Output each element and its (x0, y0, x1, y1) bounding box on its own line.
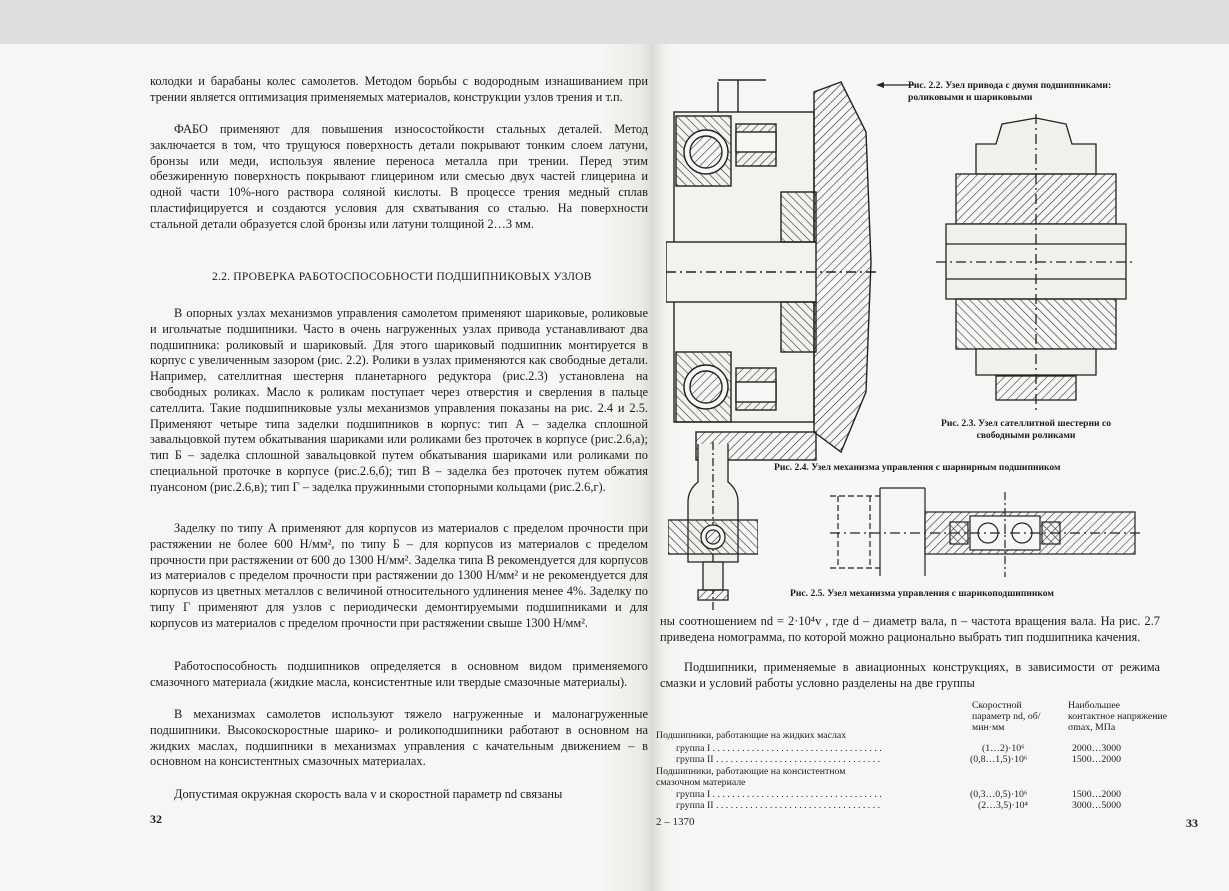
table-cell-nd: (0,8…1,5)·10⁶ (970, 754, 1028, 765)
row-label: группа I (676, 789, 711, 800)
left-page (0, 44, 652, 891)
table-row: группа II . . . . . . . . . . . . . . . . . . . . . . . . . . . . . . . . . . (676, 800, 881, 811)
row-label: группа II (676, 754, 714, 765)
table-group-grease-2: смазочном материале (656, 777, 746, 788)
table-cell-nd: (0,3…0,5)·10⁶ (970, 789, 1028, 800)
table-cell-nd: (2…3,5)·10⁴ (978, 800, 1028, 811)
table-cell-sigma: 3000…5000 (1072, 800, 1121, 811)
caption-fig-2-3: Рис. 2.3. Узел сателлитной шестерни со свободными роликами (940, 418, 1112, 441)
table-row: группа I . . . . . . . . . . . . . . . . . . . . . . . . . . . . . . . . . . . (676, 789, 882, 800)
bearing-groups-table (652, 44, 1229, 891)
top-bar (0, 0, 1229, 44)
caption-fig-2-2: Рис. 2.2. Узел привода с двумя подшипниками: роликовыми и шариковыми (908, 80, 1112, 103)
table-group-grease-1: Подшипники, работающие на консистентном (656, 766, 846, 777)
row-label: группа II (676, 800, 714, 811)
table-group-liquid: Подшипники, работающие на жидких маслах (656, 730, 847, 741)
paragraph-bearing-units: В опорных узлах механизмов управления самолетом применяют шариковые, роликовые и игольчатые подшипники. Часто в очень нагруженных узлах привода устанавливают два подшипника: роликовый и шариковый. Для этого шариковый подшипник монтируется в корпус с увеличенным зазором (рис. 2.2). Ролики в узлах применяются как свободные детали. Например, сателлитная шестерня планетарного редуктора (рис.2.3) установлена на свободных роликах. Масло к роликам поступает через отверстия и сверления в пальце сателлита. Такие подшипниковые узлы механизмов управления показаны на рис. 2.4 и 2.5. Применяют четыре типа заделки подшипников в корпус: тип А – заделка сплошной завальцовкой путем обкатывания шариками или роликами без проточек в корпусе (рис.2.6,а); тип Б – заделка сплошной завальцовкой путем обкатывания шариками или роликами по специальной проточке в корпусе (рис.2.6,б); тип В – заделка без проточек путем обжатия пуансоном (рис.2.6,в); тип Г – заделка пружинными стопорными кольцами (рис.2.6,г). (150, 306, 648, 494)
table-header-sigma: Наибольшее контактное напряжение σmax, МПа (1068, 700, 1168, 733)
table-cell-sigma: 2000…3000 (1072, 743, 1121, 754)
table-cell-sigma: 1500…2000 (1072, 754, 1121, 765)
signature-mark: 2 – 1370 (656, 816, 695, 828)
table-row: группа I . . . . . . . . . . . . . . . . . . . . . . . . . . . . . . . . . . . (676, 743, 882, 754)
caption-fig-2-5: Рис. 2.5. Узел механизма управления с шарикоподшипником (790, 588, 1054, 599)
paragraph-loaded-bearings: В механизмах самолетов используют тяжело нагруженные и малонагруженные подшипники. Высокоскоростные шарико- и роликоподшипники работают в основном на жидких маслах, подшипники в механизмах управления с качательным движением – в основном на консистентных смазочных материалах. (150, 707, 648, 769)
page-number-left: 32 (150, 812, 162, 826)
paragraph-hydrogen-wear: колодки и барабаны колес самолетов. Методом борьбы с водородным изнашиванием при трении является оптимизация применяемых материалов, конструкции узлов трения и т.п. (150, 74, 648, 104)
paragraph-speed-parameter: Допустимая окружная скорость вала v и скоростной параметр nd связаны (174, 787, 563, 801)
paragraph-bearing-groups: Подшипники, применяемые в авиационных конструкциях, в зависимости от режима смазки и условий работы условно разделены на две группы (660, 660, 1160, 690)
table-cell-sigma: 1500…2000 (1072, 789, 1121, 800)
right-page (652, 44, 1229, 891)
table-cell-nd: (1…2)·10⁶ (982, 743, 1025, 754)
caption-fig-2-4: Рис. 2.4. Узел механизма управления с шарнирным подшипником (774, 462, 1061, 473)
section-heading: 2.2. ПРОВЕРКА РАБОТОСПОСОБНОСТИ ПОДШИПНИКОВЫХ УЗЛОВ (212, 270, 592, 283)
paragraph-nd-relation: ны соотношением nd = 2·10⁴v , где d – диаметр вала, n – частота вращения вала. На рис. 2.7 приведена номограмма, по которой можно рационально выбрать тип подшипника качения. (660, 614, 1160, 644)
paragraph-lubricant: Работоспособность подшипников определяется в основном видом применяемого смазочного материала (жидкие масла, консистентные или твердые смазочные материалы). (150, 659, 648, 689)
paragraph-fabo: ФАБО применяют для повышения износостойкости стальных деталей. Метод заключается в том, что трущуюся поверхность детали покрывают тонким слоем латуни, бронзы или меди, используя явление переноса металла при трении. Перед этим обезжиренную поверхность покрывают глицерином или смесью двух частей глицерина и одной части 10%-ного раствора соляной кислоты. В процессе трения медный сплав пластифицируется и создаются условия для схватывания со сталью. На поверхности стальной детали образуется слой бронзы или латуни толщиной 2…3 мм. (150, 122, 648, 231)
page-number-right: 33 (1186, 816, 1198, 830)
paragraph-mounting-types: Заделку по типу А применяют для корпусов из материалов с пределом прочности при растяжении не более 600 Н/мм², по типу Б – для корпусов из материалов с пределом прочности при растяжении от 600 до 1300 Н/мм². Заделка типа В рекомендуется для корпусов из материалов с пределом прочности при растяжении до 1300 Н/мм² и не рекомендуется для корпусов из цветных металлов с величиной относительного удлинения менее 4%. Заделку по типу Г применяют для узлов с периодически демонтируемыми подшипниками и для корпусов из материалов с пределом прочности при растяжении свыше 1300 Н/мм². (150, 521, 648, 630)
table-header-nd: Скоростной параметр nd, об/мин·мм (972, 700, 1041, 733)
table-row: группа II . . . . . . . . . . . . . . . . . . . . . . . . . . . . . . . . . . (676, 754, 881, 765)
row-label: группа I (676, 743, 711, 754)
